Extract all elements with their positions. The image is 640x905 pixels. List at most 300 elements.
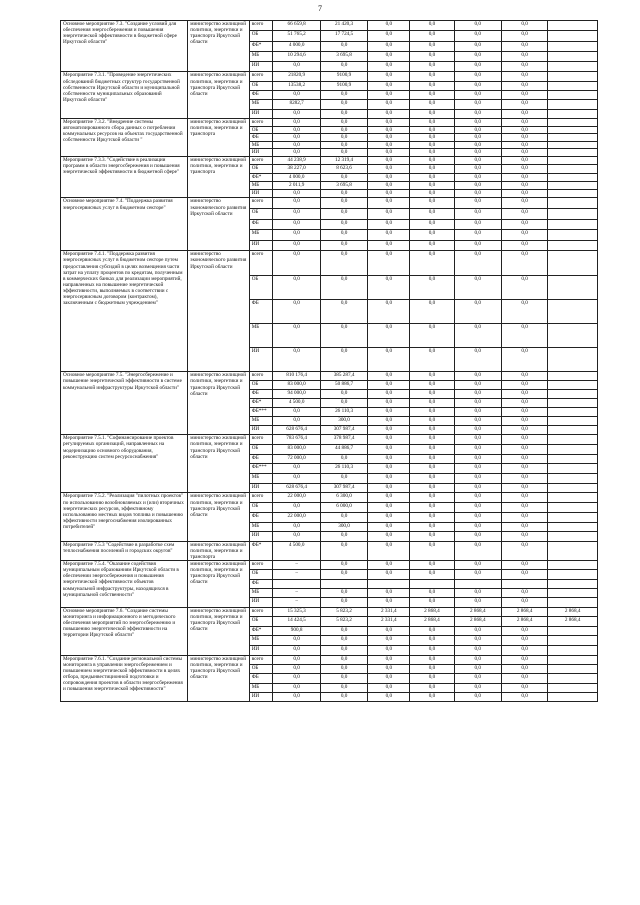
value-cell: 0,0 xyxy=(368,664,410,673)
table-row xyxy=(61,156,598,164)
value-cell: 0,0 xyxy=(410,240,454,251)
value-cell: 0,0 xyxy=(410,674,454,683)
value-cell: 0,0 xyxy=(368,100,410,109)
value-cell: 0,0 xyxy=(273,219,320,230)
value-cell: 0,0 xyxy=(410,134,454,142)
value-cell: 0,0 xyxy=(410,474,454,484)
value-cell: 0,0 xyxy=(501,323,547,347)
measure-name: Мероприятие 7.3.3. "Содействие в реализации программ в области энергосбережения и повышения энергетической эффективности в бюджетной сфере" xyxy=(61,156,188,197)
value-cell: 0,0 xyxy=(273,118,320,126)
value-cell: 0,0 xyxy=(410,156,454,164)
value-cell: 0,0 xyxy=(454,299,501,323)
funding-source: ОБ xyxy=(249,617,273,627)
value-cell xyxy=(548,454,598,464)
value-cell: 0,0 xyxy=(410,683,454,692)
value-cell: 0,0 xyxy=(320,570,367,579)
value-cell: 0,0 xyxy=(454,636,501,646)
funding-source: всего xyxy=(249,435,273,445)
funding-source: ИИ xyxy=(249,646,273,656)
value-cell: 0,0 xyxy=(368,230,410,241)
value-cell: 0,0 xyxy=(273,323,320,347)
funding-source: МБ xyxy=(249,141,273,149)
funding-source: ОБ xyxy=(249,209,273,220)
value-cell: 0,0 xyxy=(273,190,320,198)
funding-source: ОБ xyxy=(249,503,273,513)
responsible-org: министерство жилищной политики, энергетики и транспорта Иркутской области xyxy=(188,372,249,435)
value-cell: 0,0 xyxy=(410,483,454,493)
value-cell: 50 886,7 xyxy=(320,381,367,390)
funding-source: всего xyxy=(249,118,273,126)
measure-name: Основное мероприятие 7.5. "Энергосбережение и повышение энергетической эффективности в системе коммунальной инфраструктуры Иркутской области" xyxy=(61,372,188,435)
value-cell: 900,8 xyxy=(273,626,320,636)
funding-source: ИИ xyxy=(249,190,273,198)
value-cell: 0,0 xyxy=(454,626,501,636)
value-cell: 0,0 xyxy=(454,275,501,299)
funding-source: МБ xyxy=(249,636,273,646)
value-cell: 0,0 xyxy=(368,173,410,181)
value-cell: 0,0 xyxy=(454,190,501,198)
value-cell: 0,0 xyxy=(454,570,501,579)
value-cell: 0,0 xyxy=(410,181,454,189)
value-cell: 0,0 xyxy=(454,445,501,455)
value-cell: 0,0 xyxy=(410,190,454,198)
value-cell: 0,0 xyxy=(320,173,367,181)
value-cell: 0,0 xyxy=(501,348,547,372)
value-cell: 0,0 xyxy=(320,275,367,299)
value-cell: 0,0 xyxy=(410,91,454,100)
value-cell: 0,0 xyxy=(320,230,367,241)
value-cell: 0,0 xyxy=(368,626,410,636)
value-cell: 0,0 xyxy=(320,134,367,142)
value-cell: 0,0 xyxy=(501,156,547,164)
value-cell: 2 868,4 xyxy=(454,617,501,627)
value-cell: 0,0 xyxy=(454,62,501,72)
value-cell: 0,0 xyxy=(273,464,320,474)
value-cell: 0,0 xyxy=(410,118,454,126)
value-cell xyxy=(548,91,598,100)
value-cell: 0,0 xyxy=(273,126,320,134)
value-cell: 0,0 xyxy=(320,541,367,560)
funding-source: ФБ xyxy=(249,454,273,464)
value-cell: 0,0 xyxy=(454,219,501,230)
responsible-org: министерство экономического развития Иркутской области xyxy=(188,198,249,251)
value-cell: 0,0 xyxy=(454,118,501,126)
value-cell: 26 110,3 xyxy=(320,408,367,417)
value-cell: 0,0 xyxy=(501,109,547,118)
value-cell: 0,0 xyxy=(501,589,547,598)
value-cell: 0,0 xyxy=(501,598,547,607)
value-cell: 0,0 xyxy=(320,390,367,399)
value-cell: 17 724,5 xyxy=(320,31,367,41)
funding-source: ФБ xyxy=(249,512,273,522)
value-cell: 0,0 xyxy=(454,41,501,51)
value-cell: 0,0 xyxy=(368,251,410,275)
value-cell: 0,0 xyxy=(273,683,320,692)
value-cell: 0,0 xyxy=(454,683,501,692)
value-cell: 0,0 xyxy=(410,209,454,220)
responsible-org: министерство жилищной политики, энергетики и транспорта xyxy=(188,118,249,156)
value-cell: 0,0 xyxy=(454,655,501,664)
value-cell: 0,0 xyxy=(273,674,320,683)
funding-source: ФБ* xyxy=(249,41,273,51)
value-cell: 0,0 xyxy=(454,674,501,683)
value-cell: 0,0 xyxy=(501,209,547,220)
funding-source: ОБ xyxy=(249,81,273,90)
value-cell: 0,0 xyxy=(410,219,454,230)
funding-source: ИИ xyxy=(249,598,273,607)
value-cell: 0,0 xyxy=(410,372,454,381)
value-cell xyxy=(548,636,598,646)
value-cell: 0,0 xyxy=(454,100,501,109)
value-cell: 0,0 xyxy=(410,570,454,579)
value-cell: 0,0 xyxy=(410,381,454,390)
value-cell: 0,0 xyxy=(454,181,501,189)
value-cell: 0,0 xyxy=(410,109,454,118)
value-cell: 0,0 xyxy=(501,62,547,72)
funding-source: ИИ xyxy=(249,426,273,435)
value-cell: 0,0 xyxy=(501,21,547,31)
value-cell: 3 695,8 xyxy=(320,181,367,189)
responsible-org: министерство жилищной политики, энергетики и транспорта Иркутской области xyxy=(188,493,249,541)
value-cell: 0,0 xyxy=(410,165,454,173)
value-cell xyxy=(548,503,598,513)
value-cell: 0,0 xyxy=(454,126,501,134)
value-cell: 0,0 xyxy=(454,408,501,417)
value-cell: 0,0 xyxy=(368,674,410,683)
value-cell: 0,0 xyxy=(320,626,367,636)
measure-name: Мероприятие 7.3.2. "Внедрение системы автоматизированного сбора данных о потреблении коммунальных ресурсов на объектах государственной собственности Иркутской области " xyxy=(61,118,188,156)
value-cell: 0,0 xyxy=(410,323,454,347)
value-cell xyxy=(548,165,598,173)
value-cell: 0,0 xyxy=(320,323,367,347)
value-cell xyxy=(548,390,598,399)
table-row xyxy=(61,435,598,445)
value-cell xyxy=(548,348,598,372)
value-cell: 0,0 xyxy=(368,454,410,464)
value-cell: 0,0 xyxy=(501,240,547,251)
value-cell: 44 886,7 xyxy=(320,445,367,455)
value-cell xyxy=(548,483,598,493)
value-cell xyxy=(548,190,598,198)
value-cell: 0,0 xyxy=(273,532,320,542)
funding-source: МБ xyxy=(249,683,273,692)
value-cell: 0,0 xyxy=(368,522,410,532)
value-cell: 0,0 xyxy=(501,692,547,701)
value-cell xyxy=(548,275,598,299)
value-cell xyxy=(548,251,598,275)
value-cell: 0,0 xyxy=(368,156,410,164)
value-cell: 0,0 xyxy=(368,299,410,323)
value-cell xyxy=(548,198,598,209)
value-cell: 44 238,9 xyxy=(273,156,320,164)
value-cell: 0,0 xyxy=(320,598,367,607)
value-cell: 0,0 xyxy=(320,636,367,646)
value-cell: 0,0 xyxy=(410,636,454,646)
funding-source: ИИ xyxy=(249,62,273,72)
value-cell xyxy=(548,646,598,656)
value-cell: 628 676,4 xyxy=(273,483,320,493)
value-cell xyxy=(410,579,454,588)
value-cell: 0,0 xyxy=(320,62,367,72)
funding-source: ОБ xyxy=(249,165,273,173)
value-cell: 4 000,0 xyxy=(273,173,320,181)
responsible-org: министерство жилищной политики, энергетики и транспорта xyxy=(188,156,249,197)
value-cell: 0,0 xyxy=(368,190,410,198)
value-cell: 0,0 xyxy=(410,275,454,299)
value-cell xyxy=(548,674,598,683)
funding-source: ФБ xyxy=(249,579,273,588)
funding-source: ОБ xyxy=(249,570,273,579)
funding-source: ОБ xyxy=(249,664,273,673)
value-cell: 0,0 xyxy=(368,598,410,607)
value-cell: 0,0 xyxy=(273,62,320,72)
value-cell: 0,0 xyxy=(410,72,454,81)
value-cell: 0,0 xyxy=(273,474,320,484)
value-cell: 2 868,4 xyxy=(501,617,547,627)
value-cell xyxy=(548,426,598,435)
value-cell: 0,0 xyxy=(368,445,410,455)
value-cell: 307 987,4 xyxy=(320,426,367,435)
value-cell: 0,0 xyxy=(454,230,501,241)
value-cell: 0,0 xyxy=(410,149,454,157)
value-cell: 0,0 xyxy=(368,198,410,209)
value-cell: 0,0 xyxy=(320,532,367,542)
value-cell: 0,0 xyxy=(410,299,454,323)
value-cell xyxy=(548,109,598,118)
value-cell: 0,0 xyxy=(501,173,547,181)
value-cell: 0,0 xyxy=(368,209,410,220)
value-cell: 0,0 xyxy=(320,692,367,701)
value-cell: 0,0 xyxy=(454,646,501,656)
value-cell: 0,0 xyxy=(368,483,410,493)
value-cell: 21 420,3 xyxy=(320,21,367,31)
value-cell: 0,0 xyxy=(320,198,367,209)
value-cell: 0,0 xyxy=(410,21,454,31)
value-cell: 0,0 xyxy=(368,126,410,134)
value-cell: 0,0 xyxy=(410,532,454,542)
value-cell: 0,0 xyxy=(501,503,547,513)
value-cell xyxy=(548,589,598,598)
value-cell: 0,0 xyxy=(454,474,501,484)
value-cell: 0,0 xyxy=(501,435,547,445)
value-cell: 0,0 xyxy=(501,532,547,542)
funding-source: всего xyxy=(249,72,273,81)
value-cell xyxy=(548,21,598,31)
value-cell: 9100,9 xyxy=(320,81,367,90)
value-cell: – xyxy=(273,589,320,598)
value-cell: – xyxy=(273,561,320,570)
funding-source: ИИ xyxy=(249,240,273,251)
value-cell: 0,0 xyxy=(273,134,320,142)
value-cell: 0,0 xyxy=(273,408,320,417)
value-cell xyxy=(548,141,598,149)
value-cell: 0,0 xyxy=(454,464,501,474)
value-cell: 0,0 xyxy=(368,219,410,230)
funding-source: ИИ xyxy=(249,483,273,493)
funding-source: ФБ xyxy=(249,674,273,683)
value-cell xyxy=(548,181,598,189)
value-cell: 51 765,2 xyxy=(273,31,320,41)
value-cell: 0,0 xyxy=(501,655,547,664)
value-cell: 0,0 xyxy=(368,240,410,251)
value-cell: 2 868,4 xyxy=(548,607,598,617)
value-cell: 6 300,0 xyxy=(320,493,367,503)
measure-name: Основное мероприятие 7.6. "Создание системы мониторинга и информационного и методического обеспечения мероприятий по энергосбережению и повышению энергетической эффективности на территории Иркутской области" xyxy=(61,607,188,655)
value-cell xyxy=(454,579,501,588)
value-cell: 0,0 xyxy=(368,561,410,570)
value-cell xyxy=(548,512,598,522)
value-cell xyxy=(548,408,598,417)
funding-source: всего xyxy=(249,198,273,209)
value-cell: 0,0 xyxy=(501,230,547,241)
value-cell: 0,0 xyxy=(501,561,547,570)
funding-source: ФБ* xyxy=(249,173,273,181)
value-cell: 0,0 xyxy=(320,118,367,126)
value-cell: – xyxy=(273,570,320,579)
value-cell: 0,0 xyxy=(501,445,547,455)
value-cell: 0,0 xyxy=(320,512,367,522)
funding-source: ФБ xyxy=(249,219,273,230)
value-cell: 0,0 xyxy=(368,41,410,51)
value-cell: 0,0 xyxy=(320,126,367,134)
value-cell xyxy=(548,240,598,251)
funding-source: всего xyxy=(249,251,273,275)
table-row xyxy=(61,21,598,31)
funding-source: всего xyxy=(249,21,273,31)
table-row xyxy=(61,251,598,275)
value-cell xyxy=(548,381,598,390)
table-row xyxy=(61,607,598,617)
funding-source: всего xyxy=(249,561,273,570)
funding-source: всего xyxy=(249,655,273,664)
value-cell: 0,0 xyxy=(454,323,501,347)
value-cell: 0,0 xyxy=(368,141,410,149)
value-cell: 0,0 xyxy=(368,390,410,399)
value-cell: 72 000,0 xyxy=(273,454,320,464)
value-cell: 4 500,0 xyxy=(273,399,320,408)
value-cell: 0,0 xyxy=(454,173,501,181)
table-row xyxy=(61,198,598,209)
funding-source: ФБ*** xyxy=(249,464,273,474)
value-cell: 0,0 xyxy=(368,399,410,408)
value-cell: 21820,9 xyxy=(273,72,320,81)
value-cell: 0,0 xyxy=(368,692,410,701)
funding-source: ОБ xyxy=(249,445,273,455)
value-cell xyxy=(548,372,598,381)
value-cell: 0,0 xyxy=(368,181,410,189)
value-cell xyxy=(548,299,598,323)
value-cell: 0,0 xyxy=(320,683,367,692)
value-cell xyxy=(548,41,598,51)
value-cell: 5 823,2 xyxy=(320,617,367,627)
value-cell: 0,0 xyxy=(320,348,367,372)
funding-source: ФБ xyxy=(249,390,273,399)
value-cell: 0,0 xyxy=(454,426,501,435)
value-cell: 0,0 xyxy=(410,408,454,417)
value-cell: 0,0 xyxy=(501,522,547,532)
value-cell: 0,0 xyxy=(454,399,501,408)
funding-source: всего xyxy=(249,372,273,381)
value-cell xyxy=(548,683,598,692)
value-cell: 0,0 xyxy=(454,209,501,220)
value-cell: 94 000,0 xyxy=(273,390,320,399)
value-cell: 0,0 xyxy=(320,251,367,275)
value-cell: 0,0 xyxy=(368,435,410,445)
measure-name: Мероприятие 7.3.1. "Проведение энергетических обследований бюджетных структур государственной собственности Иркутской области и муниципальной собственности муниципальных образований Иркутской области" xyxy=(61,72,188,118)
value-cell: 0,0 xyxy=(501,390,547,399)
value-cell: 83 000,0 xyxy=(273,381,320,390)
value-cell: 0,0 xyxy=(410,454,454,464)
value-cell: 0,0 xyxy=(454,165,501,173)
value-cell: 0,0 xyxy=(368,381,410,390)
responsible-org: министерство жилищной политики, энергетики и транспорта Иркутской области xyxy=(188,607,249,655)
value-cell: 15 325,3 xyxy=(273,607,320,617)
value-cell: 0,0 xyxy=(410,126,454,134)
value-cell: 0,0 xyxy=(410,417,454,426)
table-row xyxy=(61,655,598,664)
funding-source: МБ xyxy=(249,51,273,61)
value-cell: 0,0 xyxy=(454,692,501,701)
funding-table xyxy=(60,20,598,702)
value-cell: 2 331,4 xyxy=(368,607,410,617)
measure-name: Мероприятие 7.5.4. "Оказание содействия муниципальным образованиям Иркутской области в обеспечении энергосбережения и повышения энергетической эффективности объектов коммунальной инфраструктуры, находящихся в муниципальной собственности" xyxy=(61,561,188,607)
value-cell: 0,0 xyxy=(410,100,454,109)
value-cell: 0,0 xyxy=(273,692,320,701)
funding-source: МБ xyxy=(249,474,273,484)
value-cell: 0,0 xyxy=(501,141,547,149)
value-cell: 0,0 xyxy=(501,426,547,435)
value-cell: 0,0 xyxy=(410,173,454,181)
measure-name: Мероприятие 7.4.1. "Поддержка развития энергосервисных услуг в бюджетном секторе путем предоставления субсидий в целях возмещения части затрат на уплату процентов по кредитам, полученным в коммерческих банках для реализации мероприятий, направленных на повышение энергетической эффективности, выполняемых в соответствии с энергосервисным договором (контрактом), заключенным с бюджетным учреждением" xyxy=(61,251,188,372)
value-cell: 0,0 xyxy=(368,109,410,118)
value-cell: 0,0 xyxy=(273,209,320,220)
value-cell: 0,0 xyxy=(273,198,320,209)
funding-source: всего xyxy=(249,607,273,617)
value-cell: 0,0 xyxy=(501,674,547,683)
value-cell: 10 294,6 xyxy=(273,51,320,61)
value-cell xyxy=(548,134,598,142)
value-cell: 0,0 xyxy=(320,646,367,656)
value-cell: 300,0 xyxy=(320,417,367,426)
value-cell: 0,0 xyxy=(410,664,454,673)
value-cell xyxy=(320,579,367,588)
value-cell: 0,0 xyxy=(454,541,501,560)
value-cell: 0,0 xyxy=(501,134,547,142)
value-cell: 0,0 xyxy=(501,51,547,61)
value-cell: 0,0 xyxy=(501,454,547,464)
responsible-org: министерство жилищной политики, энергетики и транспорта Иркутской области xyxy=(188,561,249,607)
value-cell: 0,0 xyxy=(320,209,367,220)
value-cell: 0,0 xyxy=(410,426,454,435)
value-cell: 2 331,4 xyxy=(368,617,410,627)
value-cell: 0,0 xyxy=(368,134,410,142)
value-cell: 0,0 xyxy=(501,683,547,692)
value-cell: 0,0 xyxy=(320,399,367,408)
value-cell: 0,0 xyxy=(454,454,501,464)
value-cell: 0,0 xyxy=(454,589,501,598)
value-cell: 0,0 xyxy=(501,493,547,503)
funding-source: МБ xyxy=(249,100,273,109)
value-cell: 0,0 xyxy=(454,483,501,493)
value-cell: 0,0 xyxy=(368,683,410,692)
value-cell: 0,0 xyxy=(368,589,410,598)
value-cell: 0,0 xyxy=(454,141,501,149)
funding-source: МБ xyxy=(249,323,273,347)
value-cell: 0,0 xyxy=(454,134,501,142)
value-cell: 0,0 xyxy=(501,664,547,673)
value-cell: 0,0 xyxy=(410,646,454,656)
value-cell: 66 659,8 xyxy=(273,21,320,31)
